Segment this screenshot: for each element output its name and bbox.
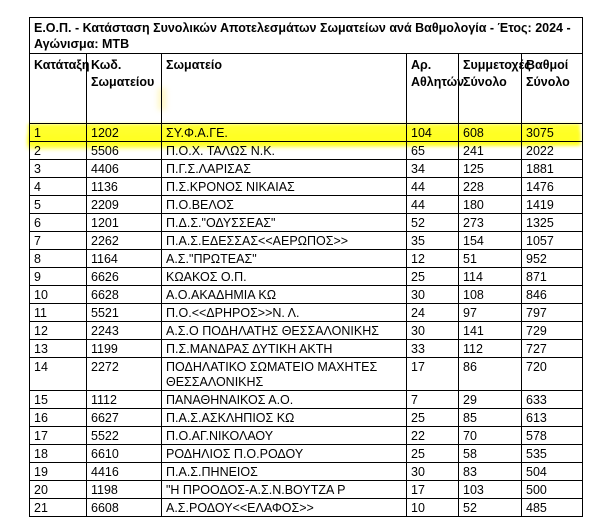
cell-points: 846 <box>522 286 583 304</box>
cell-rank: 3 <box>30 160 87 178</box>
cell-code: 1199 <box>87 340 162 358</box>
cell-club: Π.Ο.<<ΔΡΗΡΟΣ>>Ν. Λ. <box>162 304 407 322</box>
header-athletes: Αρ. Αθλητών <box>407 54 459 124</box>
cell-points: 1419 <box>522 196 583 214</box>
cell-points: 727 <box>522 340 583 358</box>
cell-athletes: 34 <box>407 160 459 178</box>
cell-participations: 154 <box>459 232 522 250</box>
cell-code: 2209 <box>87 196 162 214</box>
cell-participations: 51 <box>459 250 522 268</box>
cell-points: 504 <box>522 463 583 481</box>
cell-code: 1201 <box>87 214 162 232</box>
cell-participations: 108 <box>459 286 522 304</box>
header-points: Βαθμοί Σύνολο <box>522 54 583 124</box>
cell-points: 1881 <box>522 160 583 178</box>
table-row <box>30 142 583 160</box>
cell-athletes: 7 <box>407 391 459 409</box>
cell-club: Π.Σ.ΚΡΟΝΟΣ ΝΙΚΑΙΑΣ <box>162 178 407 196</box>
cell-participations: 241 <box>459 142 522 160</box>
cell-athletes: 35 <box>407 232 459 250</box>
cell-club: Π.Δ.Σ."ΟΔΥΣΣΕΑΣ" <box>162 214 407 232</box>
cell-club: ΡΟΔΗΛΙΟΣ Π.Ο.ΡΟΔΟΥ <box>162 445 407 463</box>
cell-athletes: 30 <box>407 463 459 481</box>
table-row <box>30 268 583 286</box>
cell-code: 1136 <box>87 178 162 196</box>
cell-points: 633 <box>522 391 583 409</box>
cell-athletes: 44 <box>407 196 459 214</box>
cell-athletes: 30 <box>407 286 459 304</box>
cell-participations: 608 <box>459 124 522 142</box>
table-row <box>30 445 583 463</box>
cell-participations: 141 <box>459 322 522 340</box>
cell-code: 6608 <box>87 499 162 517</box>
cell-points: 797 <box>522 304 583 322</box>
cell-code: 4406 <box>87 160 162 178</box>
cell-points: 871 <box>522 268 583 286</box>
table-row <box>30 409 583 427</box>
cell-club: Π.Σ.ΜΑΝΔΡΑΣ ΔΥΤΙΚΗ ΑΚΤΗ <box>162 340 407 358</box>
cell-participations: 112 <box>459 340 522 358</box>
cell-club: Π.Ο.Χ. ΤΑΛΩΣ Ν.Κ. <box>162 142 407 160</box>
cell-club: Π.Ο.ΑΓ.ΝΙΚΟΛΑΟΥ <box>162 427 407 445</box>
header-participations: Συμμετοχές Σύνολο <box>459 54 522 124</box>
cell-rank: 8 <box>30 250 87 268</box>
table-row <box>30 358 583 391</box>
cell-code: 2262 <box>87 232 162 250</box>
header-club: Σωματείο <box>162 54 407 124</box>
cell-athletes: 22 <box>407 427 459 445</box>
cell-participations: 83 <box>459 463 522 481</box>
cell-points: 3075 <box>522 124 583 142</box>
cell-participations: 85 <box>459 409 522 427</box>
cell-athletes: 24 <box>407 304 459 322</box>
cell-code: 5506 <box>87 142 162 160</box>
cell-club: ΣΥ.Φ.Α.ΓΕ. <box>162 124 407 142</box>
cell-rank: 9 <box>30 268 87 286</box>
cell-athletes: 17 <box>407 481 459 499</box>
table-row <box>30 178 583 196</box>
cell-participations: 58 <box>459 445 522 463</box>
cell-participations: 103 <box>459 481 522 499</box>
cell-rank: 17 <box>30 427 87 445</box>
table-row <box>30 481 583 499</box>
table-row <box>30 304 583 322</box>
cell-club: Π.Α.Σ.ΑΣΚΛΗΠΙΟΣ ΚΩ <box>162 409 407 427</box>
table-row <box>30 214 583 232</box>
cell-points: 1057 <box>522 232 583 250</box>
cell-club: Π.Α.Σ.ΠΗΝΕΙΟΣ <box>162 463 407 481</box>
table-row <box>30 232 583 250</box>
cell-participations: 86 <box>459 358 522 391</box>
cell-athletes: 52 <box>407 214 459 232</box>
cell-rank: 13 <box>30 340 87 358</box>
cell-participations: 273 <box>459 214 522 232</box>
cell-participations: 52 <box>459 499 522 517</box>
cell-club: Α.Σ.ΡΟΔΟΥ<<ΕΛΑΦΟΣ>> <box>162 499 407 517</box>
cell-rank: 2 <box>30 142 87 160</box>
cell-participations: 180 <box>459 196 522 214</box>
table-row <box>30 463 583 481</box>
table-row <box>30 160 583 178</box>
cell-points: 2022 <box>522 142 583 160</box>
cell-rank: 21 <box>30 499 87 517</box>
cell-athletes: 12 <box>407 250 459 268</box>
cell-points: 500 <box>522 481 583 499</box>
cell-participations: 228 <box>459 178 522 196</box>
cell-points: 1476 <box>522 178 583 196</box>
cell-athletes: 25 <box>407 268 459 286</box>
cell-code: 1112 <box>87 391 162 409</box>
table-row <box>30 124 583 142</box>
cell-athletes: 104 <box>407 124 459 142</box>
cell-club: "Η ΠΡΟΟΔΟΣ-Α.Σ.Ν.ΒΟΥΤΖΑ Ρ <box>162 481 407 499</box>
cell-rank: 6 <box>30 214 87 232</box>
cell-code: 1202 <box>87 124 162 142</box>
cell-club: ΠΑΝΑΘΗΝΑΙΚΟΣ Α.Ο. <box>162 391 407 409</box>
cell-points: 613 <box>522 409 583 427</box>
cell-code: 2243 <box>87 322 162 340</box>
cell-participations: 125 <box>459 160 522 178</box>
cell-club: ΚΩΑΚΟΣ Ο.Π. <box>162 268 407 286</box>
header-row <box>30 54 583 124</box>
cell-points: 720 <box>522 358 583 391</box>
cell-athletes: 10 <box>407 499 459 517</box>
table-row <box>30 499 583 517</box>
cell-points: 1325 <box>522 214 583 232</box>
cell-code: 5521 <box>87 304 162 322</box>
table-row <box>30 196 583 214</box>
cell-participations: 97 <box>459 304 522 322</box>
cell-points: 535 <box>522 445 583 463</box>
table-row <box>30 322 583 340</box>
cell-rank: 12 <box>30 322 87 340</box>
cell-club: Α.Σ."ΠΡΩΤΕΑΣ" <box>162 250 407 268</box>
cell-athletes: 44 <box>407 178 459 196</box>
cell-club: Π.Α.Σ.ΕΔΕΣΣΑΣ<<ΑΕΡΩΠΟΣ>> <box>162 232 407 250</box>
cell-athletes: 33 <box>407 340 459 358</box>
cell-points: 485 <box>522 499 583 517</box>
cell-points: 729 <box>522 322 583 340</box>
cell-rank: 16 <box>30 409 87 427</box>
table-title-row <box>30 18 583 54</box>
cell-rank: 4 <box>30 178 87 196</box>
cell-code: 4416 <box>87 463 162 481</box>
cell-rank: 7 <box>30 232 87 250</box>
cell-code: 2272 <box>87 358 162 391</box>
table-row <box>30 340 583 358</box>
cell-code: 6628 <box>87 286 162 304</box>
cell-rank: 11 <box>30 304 87 322</box>
header-rank: Κατάταξη <box>30 54 87 124</box>
cell-points: 952 <box>522 250 583 268</box>
cell-rank: 18 <box>30 445 87 463</box>
cell-rank: 5 <box>30 196 87 214</box>
cell-club: Α.Σ.Ο ΠΟΔΗΛΑΤΗΣ ΘΕΣΣΑΛΟΝΙΚΗΣ <box>162 322 407 340</box>
cell-code: 1198 <box>87 481 162 499</box>
cell-athletes: 25 <box>407 409 459 427</box>
cell-athletes: 25 <box>407 445 459 463</box>
cell-rank: 19 <box>30 463 87 481</box>
table-row <box>30 286 583 304</box>
table-row <box>30 250 583 268</box>
cell-rank: 1 <box>30 124 87 142</box>
cell-participations: 114 <box>459 268 522 286</box>
cell-rank: 14 <box>30 358 87 391</box>
cell-club: Α.Ο.ΑΚΑΔΗΜΙΑ ΚΩ <box>162 286 407 304</box>
cell-rank: 10 <box>30 286 87 304</box>
cell-athletes: 65 <box>407 142 459 160</box>
cell-participations: 29 <box>459 391 522 409</box>
cell-club: Π.Γ.Σ.ΛΑΡΙΣΑΣ <box>162 160 407 178</box>
cell-rank: 15 <box>30 391 87 409</box>
table-row <box>30 427 583 445</box>
cell-code: 6627 <box>87 409 162 427</box>
results-table <box>29 17 583 517</box>
cell-code: 1164 <box>87 250 162 268</box>
cell-code: 6626 <box>87 268 162 286</box>
header-code: Κωδ. Σωματείου <box>87 54 162 124</box>
cell-rank: 20 <box>30 481 87 499</box>
cell-code: 6610 <box>87 445 162 463</box>
cell-participations: 70 <box>459 427 522 445</box>
table-row <box>30 391 583 409</box>
cell-club: ΠΟΔΗΛΑΤΙΚΟ ΣΩΜΑΤΕΙΟ ΜΑΧΗΤΕΣ ΘΕΣΣΑΛΟΝΙΚΗΣ <box>162 358 407 391</box>
cell-code: 5522 <box>87 427 162 445</box>
cell-points: 578 <box>522 427 583 445</box>
cell-athletes: 30 <box>407 322 459 340</box>
table-title: Ε.Ο.Π. - Κατάσταση Συνολικών Αποτελεσμάτων Σωματείων ανά Βαθμολογία - Έτος: 2024 - Αγώνισμα: MTB <box>30 18 583 54</box>
cell-athletes: 17 <box>407 358 459 391</box>
cell-club: Π.Ο.ΒΕΛΟΣ <box>162 196 407 214</box>
